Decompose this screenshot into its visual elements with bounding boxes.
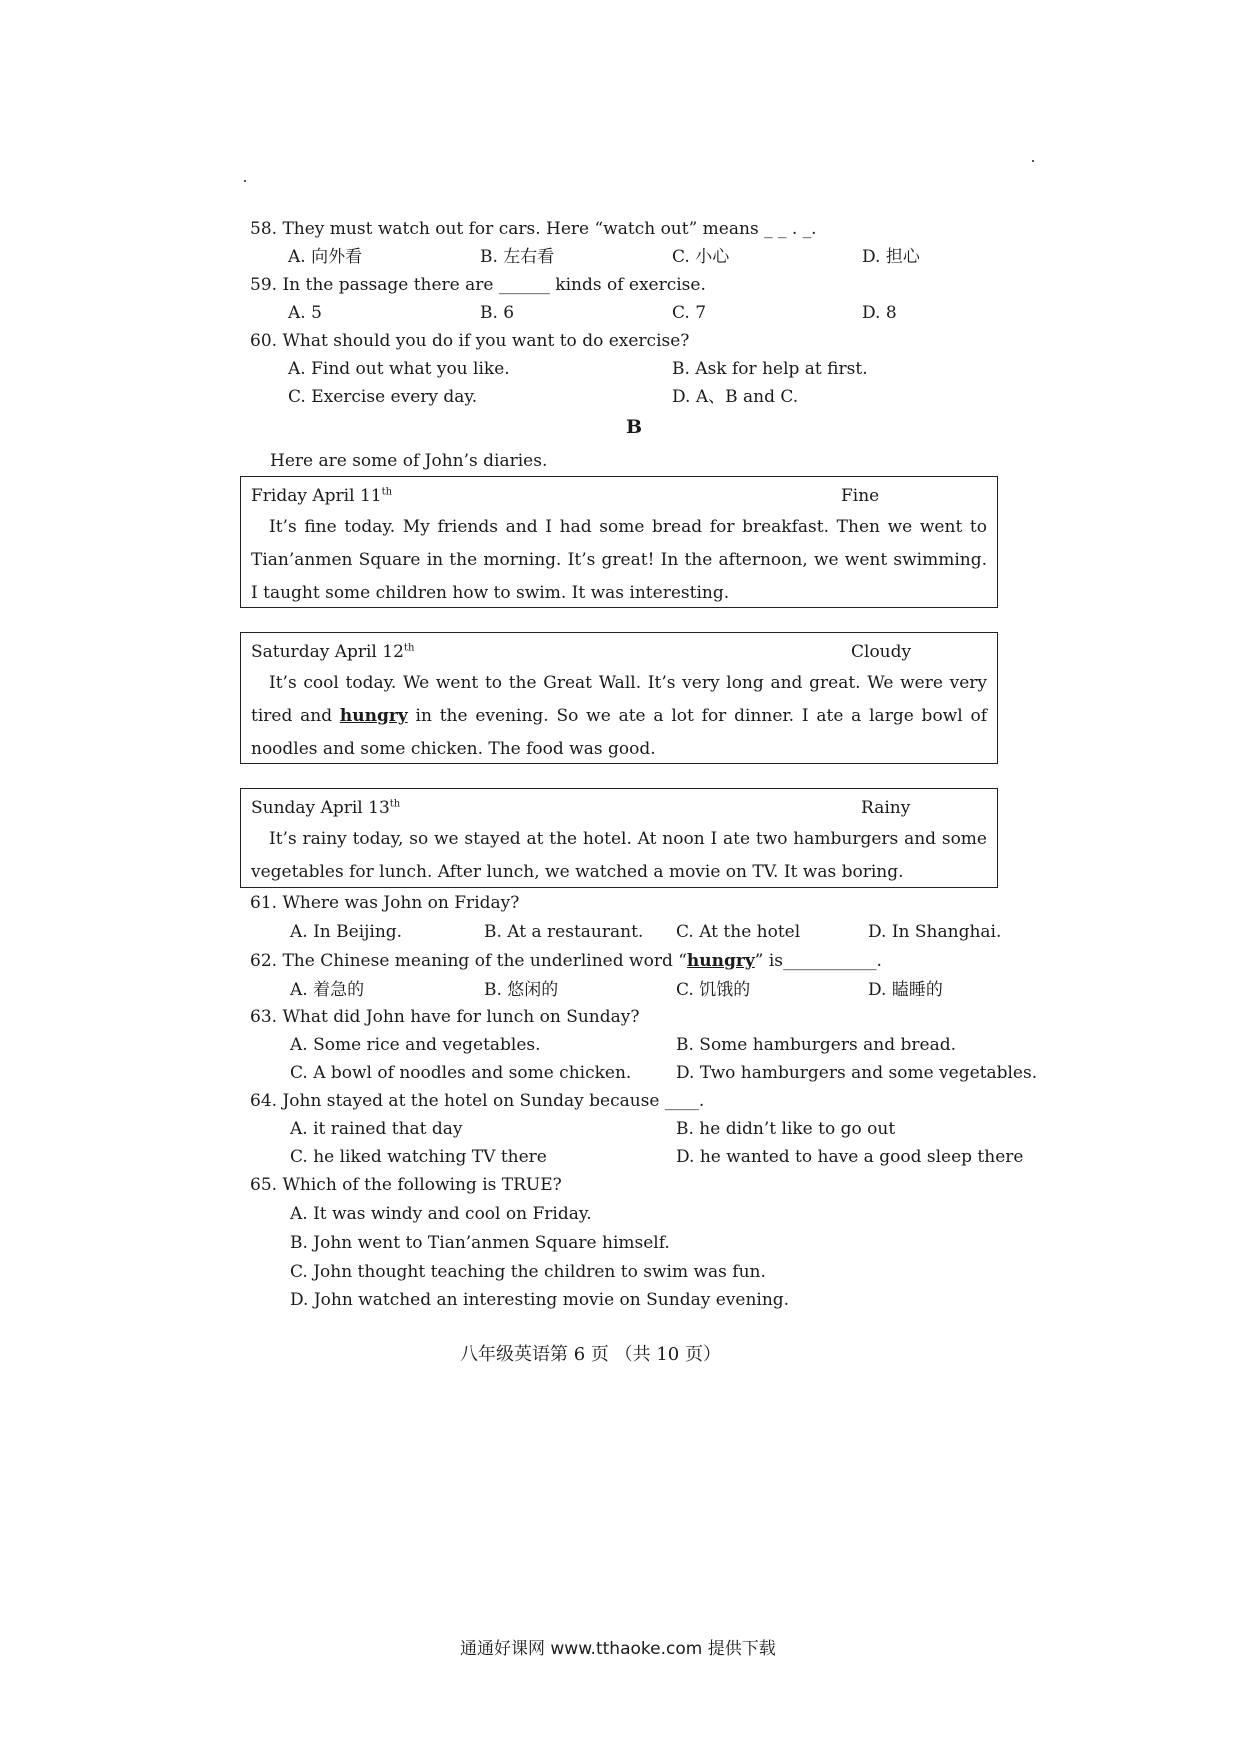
question-58-option-d: D. 担心 <box>862 247 920 267</box>
underlined-word-hungry: hungry <box>686 951 755 971</box>
question-65-option-b: B. John went to Tian’anmen Square himself. <box>290 1233 670 1253</box>
question-61-option-a: A. In Beijing. <box>290 922 403 942</box>
question-58-option-b: B. 左右看 <box>480 247 555 267</box>
diary-body: It’s fine today. My friends and I had some bread for breakfast. Then we went to Tian’anmen Square in the morning. It’s great! In the afternoon, we went swimming. I taught some children how to swim. It was interesting. <box>251 517 987 603</box>
question-63-option-a: A. Some rice and vegetables. <box>290 1035 541 1055</box>
question-63-stem: 63. What did John have for lunch on Sunday? <box>250 1007 640 1027</box>
question-60-option-b: B. Ask for help at first. <box>672 359 868 379</box>
diary-date: Friday April 11th <box>251 486 393 506</box>
diary-weather: Rainy <box>861 798 911 818</box>
underlined-word-hungry: hungry <box>339 706 408 726</box>
question-58-option-a: A. 向外看 <box>288 247 363 267</box>
question-59-option-b: B. 6 <box>480 303 515 323</box>
question-61-option-c: C. At the hotel <box>676 922 801 942</box>
question-59-stem: 59. In the passage there are ______ kinds of exercise. <box>250 275 706 295</box>
question-64-stem: 64. John stayed at the hotel on Sunday because ____. <box>250 1091 705 1111</box>
diary-entry-saturday <box>240 632 998 764</box>
question-65-option-d: D. John watched an interesting movie on Sunday evening. <box>290 1290 790 1310</box>
section-b-heading: B <box>626 416 643 438</box>
question-64-option-c: C. he liked watching TV there <box>290 1147 547 1167</box>
scan-speck <box>244 180 246 182</box>
question-59-option-d: D. 8 <box>862 303 897 323</box>
question-64-option-d: D. he wanted to have a good sleep there <box>676 1147 1024 1167</box>
diary-weather: Fine <box>841 486 880 506</box>
diary-entry-friday <box>240 476 998 608</box>
question-62-option-b: B. 悠闲的 <box>484 980 559 1000</box>
question-58-option-c: C. 小心 <box>672 247 730 267</box>
diary-entry-sunday <box>240 788 998 888</box>
question-63-option-b: B. Some hamburgers and bread. <box>676 1035 956 1055</box>
question-61-stem: 61. Where was John on Friday? <box>250 893 520 913</box>
page-number-footer: 八年级英语第 6 页 （共 10 页） <box>460 1344 721 1365</box>
question-61-option-d: D. In Shanghai. <box>868 922 1002 942</box>
question-65-option-c: C. John thought teaching the children to swim was fun. <box>290 1262 766 1282</box>
question-62-option-a: A. 着急的 <box>290 980 365 1000</box>
diary-weather: Cloudy <box>851 642 912 662</box>
question-60-option-c: C. Exercise every day. <box>288 387 478 407</box>
question-60-option-d: D. A、B and C. <box>672 387 799 407</box>
question-60-stem: 60. What should you do if you want to do exercise? <box>250 331 690 351</box>
question-62-stem: 62. The Chinese meaning of the underlined word “hungry” is___________. <box>250 951 882 971</box>
diary-body: It’s rainy today, so we stayed at the hotel. At noon I ate two hamburgers and some vegetables for lunch. After lunch, we watched a movie on TV. It was boring. <box>251 829 987 882</box>
question-59-option-c: C. 7 <box>672 303 707 323</box>
section-b-intro: Here are some of John’s diaries. <box>270 451 548 471</box>
question-63-option-d: D. Two hamburgers and some vegetables. <box>676 1063 1038 1083</box>
question-61-option-b: B. At a restaurant. <box>484 922 644 942</box>
question-59-option-a: A. 5 <box>288 303 322 323</box>
question-64-option-a: A. it rained that day <box>290 1119 463 1139</box>
question-63-option-c: C. A bowl of noodles and some chicken. <box>290 1063 632 1083</box>
question-65-option-a: A. It was windy and cool on Friday. <box>290 1204 592 1224</box>
question-62-option-d: D. 瞌睡的 <box>868 980 943 1000</box>
question-65-stem: 65. Which of the following is TRUE? <box>250 1175 562 1195</box>
question-58-stem: 58. They must watch out for cars. Here “watch out” means _ _ . _. <box>250 219 817 239</box>
scan-speck <box>1032 160 1034 162</box>
question-60-option-a: A. Find out what you like. <box>288 359 510 379</box>
site-footer: 通通好课网 www.tthaoke.com 提供下载 <box>460 1639 776 1659</box>
diary-body: It’s cool today. We went to the Great Wall. It’s very long and great. We were very tired and hungry in the evening. So we ate a lot for dinner. I ate a large bowl of noodles and some chicken. The food was good. <box>251 673 987 759</box>
question-62-option-c: C. 饥饿的 <box>676 980 751 1000</box>
diary-date: Saturday April 12th <box>251 642 415 662</box>
diary-date: Sunday April 13th <box>251 798 401 818</box>
question-64-option-b: B. he didn’t like to go out <box>676 1119 896 1139</box>
